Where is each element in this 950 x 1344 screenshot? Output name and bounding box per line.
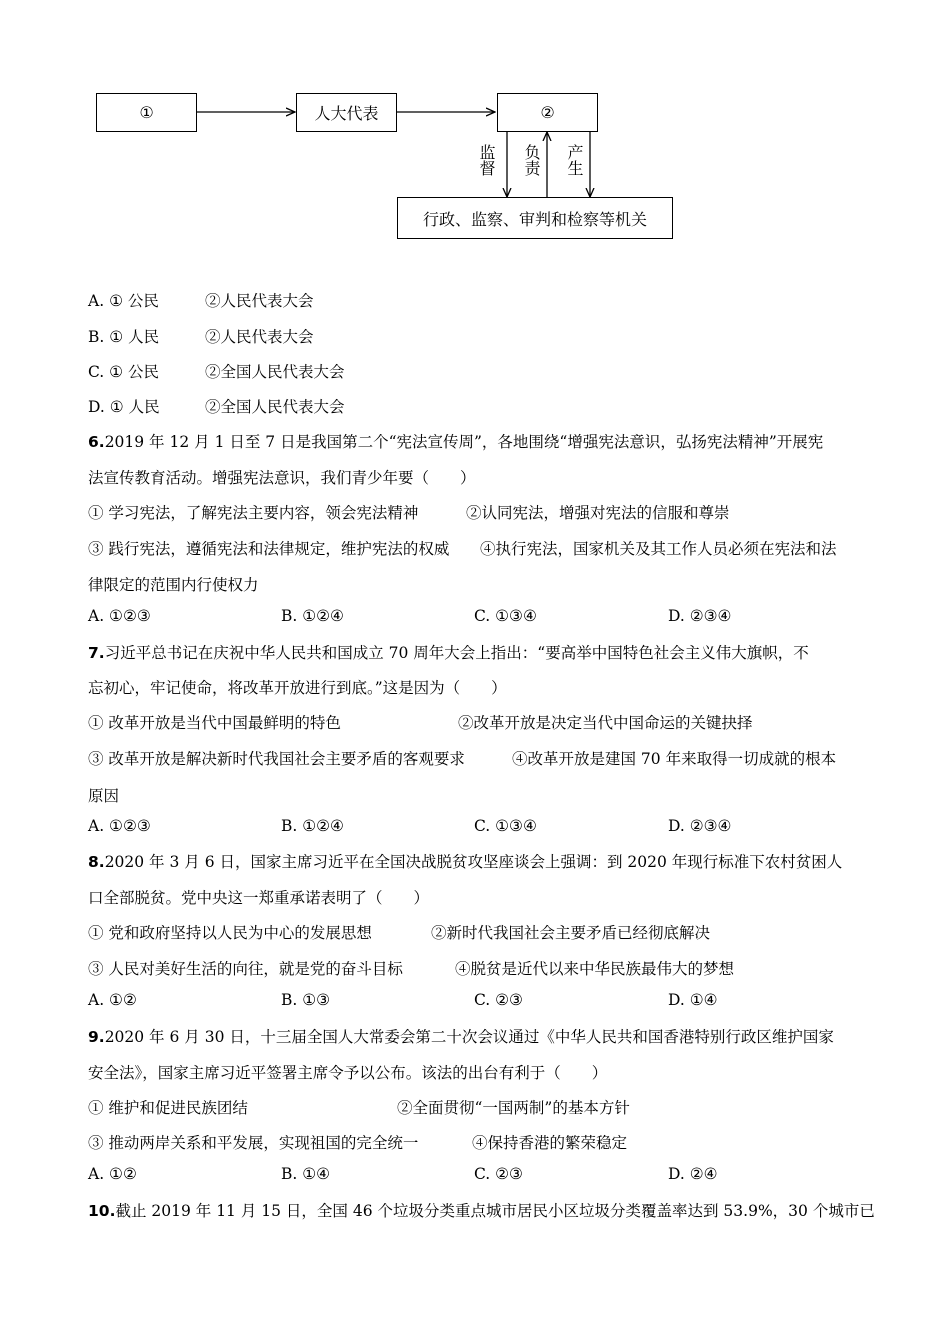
label-produce: 产生 — [565, 144, 584, 176]
q6-choice-c: C. ①③④ — [474, 607, 537, 625]
q5-d-part1: ① 人民 — [109, 398, 160, 416]
q7-statement-4: ④改革开放是建国 70 年来取得一切成就的根本 — [512, 750, 837, 768]
q9-choice-a: A. ①② — [88, 1165, 137, 1183]
q6-stem-text1: 2019 年 12 月 1 日至 7 日是我国第二个“宪法宣传周”，各地围绕“增强宪法意识，弘扬宪法精神”开展宪 — [104, 433, 824, 451]
q8-stem-line1 — [88, 850, 842, 872]
q7-number: 7. — [88, 644, 105, 662]
q6-statement-1: ① 学习宪法，了解宪法主要内容，领会宪法精神 — [88, 504, 419, 522]
q7-statement-1: ① 改革开放是当代中国最鲜明的特色 — [88, 714, 341, 732]
q7-stem-text1: 习近平总书记在庆祝中华人民共和国成立 70 周年大会上指出：“要高举中国特色社会主义伟大旗帜，不 — [104, 644, 809, 662]
q5-a-letter: A. — [88, 292, 105, 310]
q9-choice-b: B. ①④ — [281, 1165, 331, 1183]
q8-stem-line2: 口全部脱贫。党中央这一郑重承诺表明了（ ） — [88, 889, 430, 907]
q6-choice-b: B. ①②④ — [281, 607, 344, 625]
q5-option-a-part2: ②人民代表大会 — [205, 292, 314, 310]
q5-option-d-part2: ②全国人民代表大会 — [205, 398, 345, 416]
q9-choice-d: D. ②④ — [668, 1165, 718, 1183]
q10-stem-line1 — [88, 1199, 875, 1221]
q7-choice-c: C. ①③④ — [474, 817, 537, 835]
q8-statement-1: ① 党和政府坚持以人民为中心的发展思想 — [88, 924, 372, 942]
q7-statement-2: ②改革开放是决定当代中国命运的关键抉择 — [458, 714, 753, 732]
q6-stem-line1 — [88, 430, 823, 452]
q9-statement-4: ④保持香港的繁荣稳定 — [472, 1134, 628, 1152]
q8-choice-d: D. ①④ — [668, 991, 718, 1009]
label-responsible: 负责 — [522, 144, 541, 176]
q7-choice-d: D. ②③④ — [668, 817, 732, 835]
box-state-organs: 行政、监察、审判和检察等机关 — [397, 197, 673, 239]
q6-statement-2: ②认同宪法，增强对宪法的信服和尊崇 — [466, 504, 730, 522]
q8-stem-text1: 2020 年 3 月 6 日，国家主席习近平在全国决战脱贫攻坚座谈会上强调：到 2020 年现行标准下农村贫困人 — [104, 853, 843, 871]
q6-stem-line2: 法宣传教育活动。增强宪法意识，我们青少年要（ ） — [88, 469, 476, 487]
structure-diagram — [0, 0, 950, 260]
q9-stem-line1 — [88, 1025, 834, 1047]
q5-a-part1: ① 公民 — [109, 292, 159, 310]
box-2: ② — [497, 93, 598, 132]
q6-statement-4: ④执行宪法，国家机关及其工作人员必须在宪法和法 — [480, 540, 837, 558]
q5-option-d — [88, 395, 160, 417]
box-npc-deputies: 人大代表 — [296, 93, 397, 132]
q6-statement-3: ③ 践行宪法，遵循宪法和法律规定，维护宪法的权威 — [88, 540, 450, 558]
q5-b-letter: B. — [88, 328, 105, 346]
q6-number: 6. — [88, 433, 105, 451]
q5-option-c — [88, 360, 159, 382]
q7-stem-line1 — [88, 641, 809, 663]
q8-choice-b: B. ①③ — [281, 991, 331, 1009]
q5-option-c-part2: ②全国人民代表大会 — [205, 363, 345, 381]
q9-statement-3: ③ 推动两岸关系和平发展，实现祖国的完全统一 — [88, 1134, 419, 1152]
q10-stem-text1: 截止 2019 年 11 月 15 日，全国 46 个垃圾分类重点城市居民小区垃圾分类覆盖率达到 53.9%，30 个城市已 — [115, 1202, 875, 1220]
q8-statement-2: ②新时代我国社会主要矛盾已经彻底解决 — [431, 924, 711, 942]
q5-c-letter: C. — [88, 363, 105, 381]
q5-option-b-part2: ②人民代表大会 — [205, 328, 314, 346]
q5-option-a — [88, 289, 159, 311]
q9-number: 9. — [88, 1028, 105, 1046]
q8-number: 8. — [88, 853, 105, 871]
q5-option-b — [88, 325, 159, 347]
q6-statement-4-cont: 律限定的范围内行使权力 — [88, 576, 259, 594]
q5-d-letter: D. — [88, 398, 105, 416]
q8-choice-c: C. ②③ — [474, 991, 523, 1009]
q9-stem-line2: 安全法》，国家主席习近平签署主席令予以公布。该法的出台有利于（ ） — [88, 1064, 608, 1082]
q9-stem-text1: 2020 年 6 月 30 日，十三届全国人大常委会第二十次会议通过《中华人民共和国香港特别行政区维护国家 — [104, 1028, 834, 1046]
q10-number: 10. — [88, 1202, 116, 1220]
box-1: ① — [96, 93, 197, 132]
q7-choice-a: A. ①②③ — [88, 817, 151, 835]
q9-choice-c: C. ②③ — [474, 1165, 523, 1183]
q7-statement-4-cont: 原因 — [88, 787, 120, 805]
q9-statement-1: ① 维护和促进民族团结 — [88, 1099, 248, 1117]
q8-choice-a: A. ①② — [88, 991, 137, 1009]
q7-stem-line2: 忘初心，牢记使命，将改革开放进行到底。”这是因为（ ） — [88, 679, 507, 697]
q7-choice-b: B. ①②④ — [281, 817, 344, 835]
q5-b-part1: ① 人民 — [109, 328, 160, 346]
label-supervise: 监督 — [477, 144, 496, 176]
q8-statement-3: ③ 人民对美好生活的向往，就是党的奋斗目标 — [88, 960, 403, 978]
q5-c-part1: ① 公民 — [109, 363, 159, 381]
q9-statement-2: ②全面贯彻“一国两制”的基本方针 — [397, 1099, 630, 1117]
q8-statement-4: ④脱贫是近代以来中华民族最伟大的梦想 — [455, 960, 735, 978]
q6-choice-d: D. ②③④ — [668, 607, 732, 625]
q7-statement-3: ③ 改革开放是解决新时代我国社会主要矛盾的客观要求 — [88, 750, 465, 768]
q6-choice-a: A. ①②③ — [88, 607, 151, 625]
